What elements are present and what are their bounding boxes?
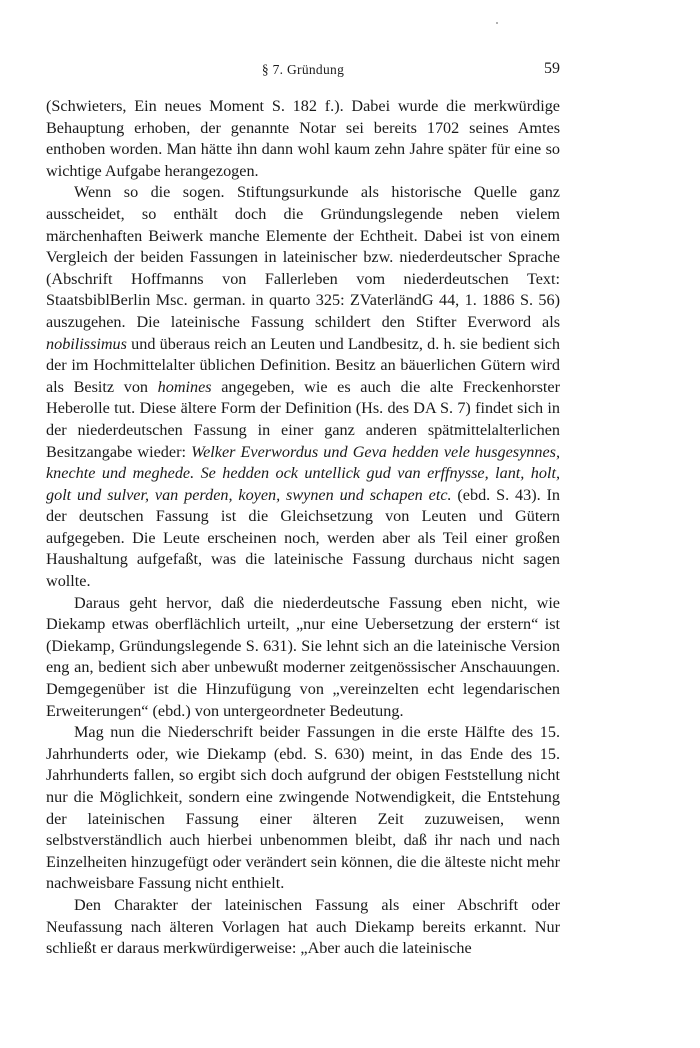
running-head-title: § 7. Gründung [261, 62, 345, 77]
page-number: 59 [544, 60, 560, 77]
paragraph: Mag nun die Niederschrift beider Fassungen in die erste Hälfte des 15. Jahrhunderts oder, wie Diekamp (ebd. S. 630) meint, in das Ende des 15. Jahrhunderts fallen, so ergibt sich doch aufgrund der obigen Feststellung nicht nur die Möglichkeit, sondern eine zwingende Notwendigkeit, die Entstehung der lateinischen Fassung einer älteren Zeit zuzuweisen, wenn selbstverständlich auch hierbei unbenommen bleibt, daß ihr nach und nach Einzelheiten hinzugefügt oder verändert sein können, die die älteste nicht mehr nachweisbare Fassung nicht enthielt. [46, 723, 560, 893]
scan-speck [496, 22, 498, 24]
paragraph: Daraus geht hervor, daß die niederdeutsche Fassung eben nicht, wie Diekamp etwas oberflächlich urteilt, „nur eine Uebersetzung der erstern“ ist (Diekamp, Gründungslegende S. 631). Sie lehnt sich an die lateinische Version eng an, bedient sich aber unbewußt moderner zeitgenössischer Anschauungen. Demgegenüber ist die Hinzufügung von „vereinzelten echt legendarischen Erweiterungen“ (ebd.) von untergeordneter Bedeutung. [46, 593, 560, 720]
paragraph: Den Charakter der lateinischen Fassung als einer Abschrift oder Neufassung nach älteren Vorlagen hat auch Diekamp bereits erkannt. Nur schließt er daraus merkwürdigerweise: „Aber auch die lateinische [46, 895, 560, 958]
paragraph: (Schwieters, Ein neues Moment S. 182 f.). Dabei wurde die merkwürdige Behauptung erhoben, der genannte Notar sei bereits 1702 seines Amtes enthoben worden. Man hätte ihn dann wohl kaum zehn Jahre später für eine so wichtige Aufgabe herangezogen. [46, 97, 560, 180]
running-header [46, 58, 560, 84]
body-text [46, 96, 560, 960]
paragraph: Wenn so die sogen. Stiftungsurkunde als historische Quelle ganz ausscheidet, so enthält doch die Gründungslegende neben vielem märchenhaften Beiwerk manche Elemente der Echtheit. Dabei ist von einem Vergleich der beiden Fassungen in lateinischer bzw. niederdeutscher Sprache (Abschrift Hoffmanns von Fallerleben vom niederdeutschen Text: StaatsbiblBerlin Msc. german. in quarto 325: ZVaterländG 44, 1. 1886 S. 56) auszugehen. Die lateinische Fassung schildert den Stifter Everword als nobilissimus und überaus reich an Leuten und Landbesitz, d. h. sie bedient sich der im Hochmittelalter üblichen Definition. Besitz an bäuerlichen Gütern wird als Besitz von homines angegeben, wie es auch die alte Freckenhorster Heberolle tut. Diese ältere Form der Definition (Hs. des DA S. 7) findet sich in der niederdeutschen Fassung in einer ganz anderen spätmittelalterlichen Besitzangabe wieder: Welker Everwordus und Geva hedden vele husgesynnes, knechte und meghede. Se hedden ock untellick gud van erffnysse, lant, holt, golt und sulver, van perden, koyen, swynen und schapen etc. (ebd. S. 43). In der deutschen Fassung ist die Gleichsetzung von Leuten und Gütern aufgegeben. Die Leute erscheinen noch, werden aber als Teil einer großen Haushaltung aufgefaßt, was die lateinische Fassung durchaus nicht sagen wollte. [46, 183, 560, 591]
